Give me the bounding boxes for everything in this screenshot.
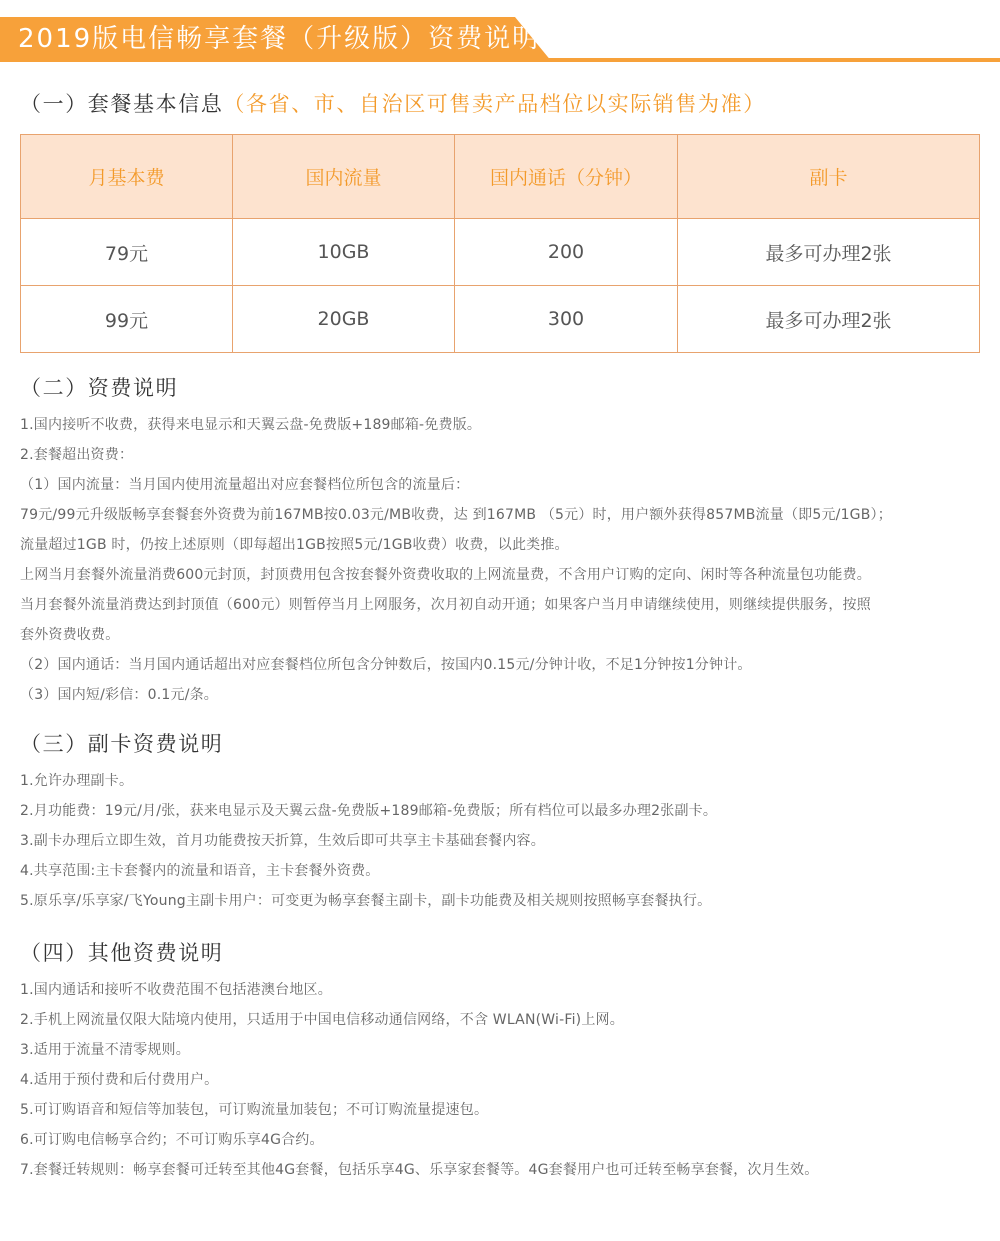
list-item: 3.适用于流量不清零规则。 [20,1042,190,1058]
list-item: 6.可订购电信畅享合约；不可订购乐享4G合约。 [20,1132,324,1148]
list-item: 2.套餐超出资费： [20,447,134,463]
list-item: 3.副卡办理后立即生效，首月功能费按天折算，生效后即可共享主卡基础套餐内容。 [20,833,545,849]
cell-secondary-card: 最多可办理2张 [678,286,980,353]
list-item: 2.月功能费：19元/月/张，获来电显示及天翼云盘-免费版+189邮箱-免费版；所有档位可以最多办理2张副卡。 [20,803,718,819]
list-item: 1.国内通话和接听不收费范围不包括港澳台地区。 [20,982,332,998]
list-item: 套外资费收费。 [20,627,120,643]
section-1-heading [20,89,766,119]
list-item: （3）国内短/彩信：0.1元/条。 [20,687,219,703]
section-4-list [20,975,985,1185]
header-monthly-fee: 月基本费 [21,135,233,219]
cell-monthly-fee: 79元 [21,219,233,286]
list-item: 1.国内接听不收费，获得来电显示和天翼云盘-免费版+189邮箱-免费版。 [20,417,482,433]
list-item: （2）国内通话：当月国内通话超出对应套餐档位所包含分钟数后，按国内0.15元/分钟计收，不足1分钟按1分钟计。 [20,657,752,673]
list-item: 79元/99元升级版畅享套餐套外资费为前167MB按0.03元/MB收费，达 到167MB （5元）时，用户额外获得857MB流量（即5元/1GB）； [20,507,892,523]
table-row [21,286,980,353]
list-item: 4.适用于预付费和后付费用户。 [20,1072,219,1088]
list-item: 5.原乐享/乐享家/飞Young主副卡用户：可变更为畅享套餐主副卡，副卡功能费及相关规则按照畅享套餐执行。 [20,893,712,909]
section-1-note: （各省、市、自治区可售卖产品档位以实际销售为准） [223,92,766,116]
section-3-list [20,766,985,916]
list-item: 4.共享范围:主卡套餐内的流量和语音，主卡套餐外资费。 [20,863,380,879]
list-item: 当月套餐外流量消费达到封顶值（600元）则暂停当月上网服务，次月初自动开通；如果客户当月申请继续使用，则继续提供服务，按照 [20,597,871,613]
section-2-list [20,410,985,710]
list-item: 2.手机上网流量仅限大陆境内使用，只适用于中国电信移动通信网络，不含 WLAN(Wi-Fi)上网。 [20,1012,624,1028]
section-3-title: （三）副卡资费说明 [20,732,224,756]
table-row [21,219,980,286]
cell-monthly-fee: 99元 [21,286,233,353]
header-domestic-data: 国内流量 [233,135,455,219]
page-title: 2019版电信畅享套餐（升级版）资费说明 [18,24,541,54]
list-item: 5.可订购语音和短信等加装包，可订购流量加装包；不可订购流量提速包。 [20,1102,489,1118]
cell-domestic-calls: 300 [455,286,678,353]
header-secondary-card: 副卡 [678,135,980,219]
list-item: 上网当月套餐外流量消费600元封顶，封顶费用包含按套餐外资费收取的上网流量费，不含用户订购的定向、闲时等各种流量包功能费。 [20,567,871,583]
section-1-title: （一）套餐基本信息 [20,92,224,116]
list-item: 1.允许办理副卡。 [20,773,134,789]
plan-table [20,134,980,353]
cell-secondary-card: 最多可办理2张 [678,219,980,286]
cell-domestic-data: 10GB [233,219,455,286]
list-item: 流量超过1GB 时，仍按上述原则（即每超出1GB按照5元/1GB收费）收费，以此类推。 [20,537,569,553]
table-header-row [21,135,980,219]
cell-domestic-calls: 200 [455,219,678,286]
cell-domestic-data: 20GB [233,286,455,353]
header-domestic-calls: 国内通话（分钟） [455,135,678,219]
list-item: 7.套餐迁转规则：畅享套餐可迁转至其他4G套餐，包括乐享4G、乐享家套餐等。4G套餐用户也可迁转至畅享套餐，次月生效。 [20,1162,819,1178]
list-item: （1）国内流量：当月国内使用流量超出对应套餐档位所包含的流量后： [20,477,470,493]
section-4-title: （四）其他资费说明 [20,941,224,965]
section-2-title: （二）资费说明 [20,376,179,400]
page-header [0,0,1000,62]
